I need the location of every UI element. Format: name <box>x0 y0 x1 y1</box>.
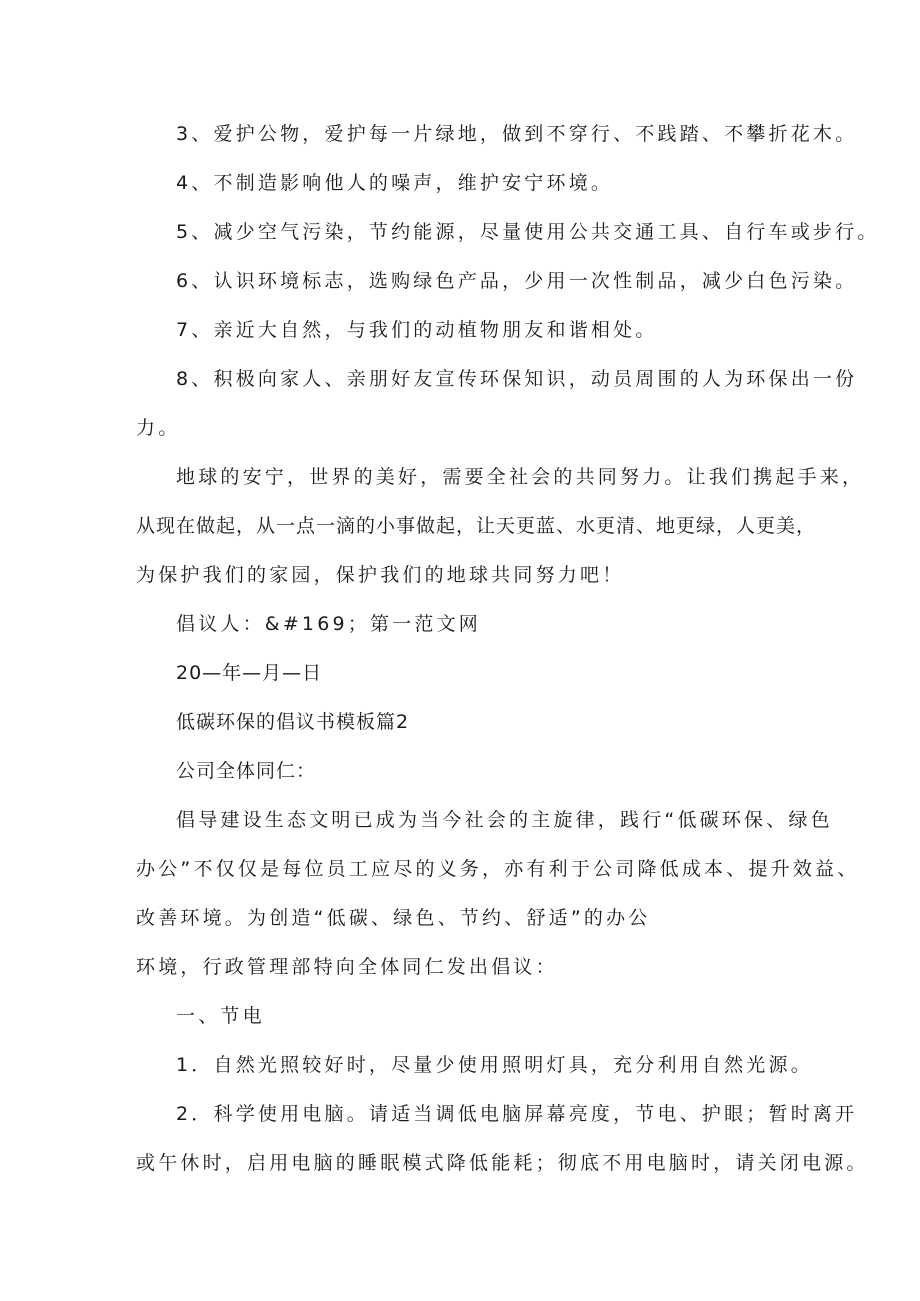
text-line-item-8: 8、积极向家人、亲朋好友宣传环保知识，动员周围的人为环保出一份 <box>176 368 858 390</box>
text-line-item-4: 4、不制造影响他人的噪声，维护安宁环境。 <box>176 172 614 194</box>
text-line-item-5: 5、减少空气污染，节约能源，尽量使用公共交通工具、自行车或步行。 <box>176 221 880 243</box>
heading-save-electricity: 一、节电 <box>176 1005 265 1027</box>
date-line: 20—年—月—日 <box>176 662 323 684</box>
list-item-2-cont: 或午休时，启用电脑的睡眠模式降低能耗；彻底不用电脑时，请关闭电源。 <box>136 1152 869 1174</box>
text-line-item-3: 3、爱护公物，爱护每一片绿地，做到不穿行、不践踏、不攀折花木。 <box>176 123 858 145</box>
initiator-line: 倡议人：&#169；第一范文网 <box>176 613 482 635</box>
paragraph-closing-line-3: 为保护我们的家园，保护我们的地球共同努力吧！ <box>136 564 625 586</box>
paragraph-closing-line-2: 从现在做起，从一点一滴的小事做起，让天更蓝、水更清、地更绿，人更美， <box>136 515 817 537</box>
paragraph-intro-line-3: 改善环境。为创造“低碳、绿色、节约、舒适”的办公 <box>136 907 651 929</box>
salutation: 公司全体同仁： <box>176 760 317 782</box>
paragraph-intro-line-2: 办公”不仅仅是每位员工应尽的义务，亦有利于公司降低成本、提升效益、 <box>136 858 860 880</box>
text-line-item-6: 6、认识环境标志，选购绿色产品，少用一次性制品，减少白色污染。 <box>176 270 858 292</box>
text-line-item-8-cont: 力。 <box>136 417 181 439</box>
paragraph-intro-line-1: 倡导建设生态文明已成为当今社会的主旋律，践行“低碳环保、绿色 <box>176 809 833 831</box>
paragraph-closing-line-1: 地球的安宁，世界的美好，需要全社会的共同努力。让我们携起手来， <box>176 466 865 488</box>
list-item-1: 1．自然光照较好时，尽量少使用照明灯具，充分利用自然光源。 <box>176 1054 813 1076</box>
paragraph-intro-line-4: 环境，行政管理部特向全体同仁发出倡议： <box>136 956 558 978</box>
list-item-2: 2．科学使用电脑。请适当调低电脑屏幕亮度，节电、护眼；暂时离开 <box>176 1103 858 1125</box>
text-line-item-7: 7、亲近大自然，与我们的动植物朋友和谐相处。 <box>176 319 658 341</box>
section-title: 低碳环保的倡议书模板篇2 <box>176 711 410 733</box>
